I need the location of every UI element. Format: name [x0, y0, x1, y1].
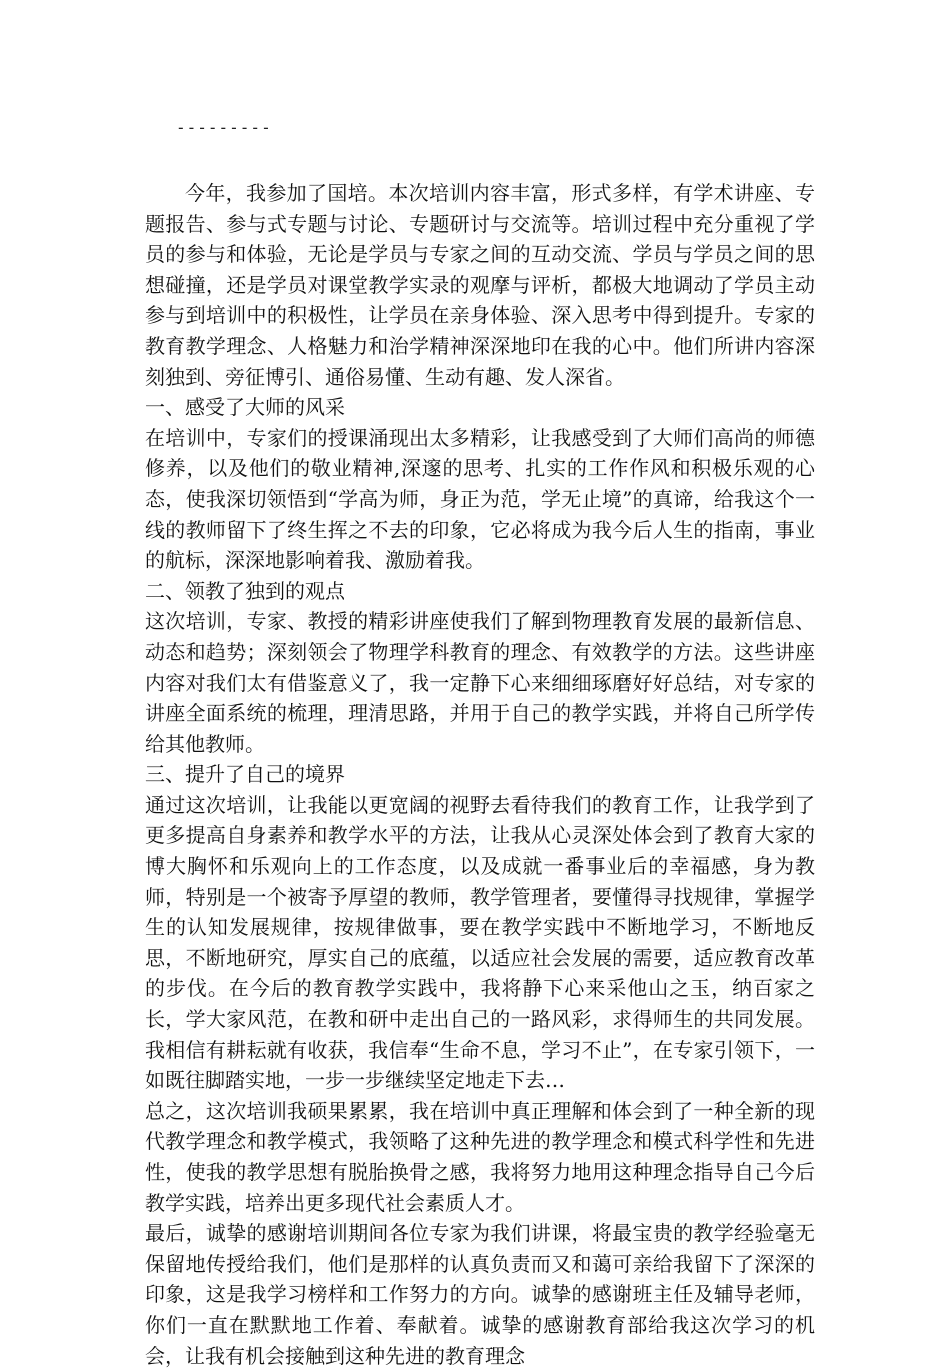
section-paragraph-1: 在培训中，专家们的授课涌现出太多精彩，让我感受到了大师们高尚的师德修养，以及他们的敬业精神,深邃的思考、扎实的工作作风和积极乐观的心态，使我深切领悟到“学高为师，身正为范，学无止境”的真谛，给我这个一线的教师留下了终生挥之不去的印象，它必将成为我今后人生的指南，事业的航标，深深地影响着我、激励着我。	[145, 425, 815, 573]
section-paragraph-3: 通过这次培训，让我能以更宽阔的视野去看待我们的教育工作，让我学到了更多提高自身素养和教学水平的方法，让我从心灵深处体会到了教育大家的博大胸怀和乐观向上的工作态度，以及成就一番事业后的幸福感，身为教师，特别是一个被寄予厚望的教师，教学管理者，要懂得寻找规律，掌握学生的认知发展规律，按规律做事，要在教学实践中不断地学习，不断地反思，不断地研究，厚实自己的底蕴，以适应社会发展的需要，适应教育改革的步伐。在今后的教育教学实践中，我将静下心来采他山之玉，纳百家之长，学大家风范，在教和研中走出自己的一路风彩，求得师生的共同发展。我相信有耕耘就有收获，我信奉“生命不息，学习不止”，在专家引领下，一如既往脚踏实地，一步一步继续坚定地走下去…	[145, 792, 815, 1093]
intro-paragraph: 今年，我参加了国培。本次培训内容丰富，形式多样，有学术讲座、专题报告、参与式专题与讨论、专题研讨与交流等。培训过程中充分重视了学员的参与和体验，无论是学员与专家之间的互动交流、学员与学员之间的思想碰撞，还是学员对课堂教学实录的观摩与评析，都极大地调动了学员主动参与到培训中的积极性，让学员在亲身体验、深入思考中得到提升。专家的教育教学理念、人格魅力和治学精神深深地印在我的心中。他们所讲内容深刻独到、旁征博引、通俗易懂、生动有趣、发人深省。	[145, 181, 815, 389]
document-body	[145, 178, 815, 1371]
section-heading-3: 三、提升了自己的境界	[145, 762, 345, 787]
closing-paragraph: 最后，诚挚的感谢培训期间各位专家为我们讲课，将最宝贵的教学经验毫无保留地传授给我们，他们是那样的认真负责而又和蔼可亲给我留下了深深的印象，这是我学习榜样和工作努力的方向。诚挚的感谢班主任及辅导老师，你们一直在默默地工作着、奉献着。诚挚的感谢教育部给我这次学习的机会，让我有机会接触到这种先进的教育理念	[145, 1221, 815, 1368]
separator-line: ---------	[176, 118, 272, 137]
summary-paragraph: 总之，这次培训我硕果累累，我在培训中真正理解和体会到了一种全新的现代教学理念和教学模式，我领略了这种先进的教学理念和模式科学性和先进性，使我的教学思想有脱胎换骨之感，我将努力地用这种理念指导自己今后教学实践，培养出更多现代社会素质人才。	[145, 1098, 815, 1215]
section-heading-2: 二、领教了独到的观点	[145, 578, 345, 603]
section-paragraph-2: 这次培训，专家、教授的精彩讲座使我们了解到物理教育发展的最新信息、动态和趋势；深刻领会了物理学科教育的理念、有效教学的方法。这些讲座内容对我们太有借鉴意义了，我一定静下心来细细琢磨好好总结，对专家的讲座全面系统的梳理，理清思路，并用于自己的教学实践，并将自己所学传给其他教师。	[145, 609, 815, 756]
section-heading-1: 一、感受了大师的风采	[145, 395, 345, 420]
